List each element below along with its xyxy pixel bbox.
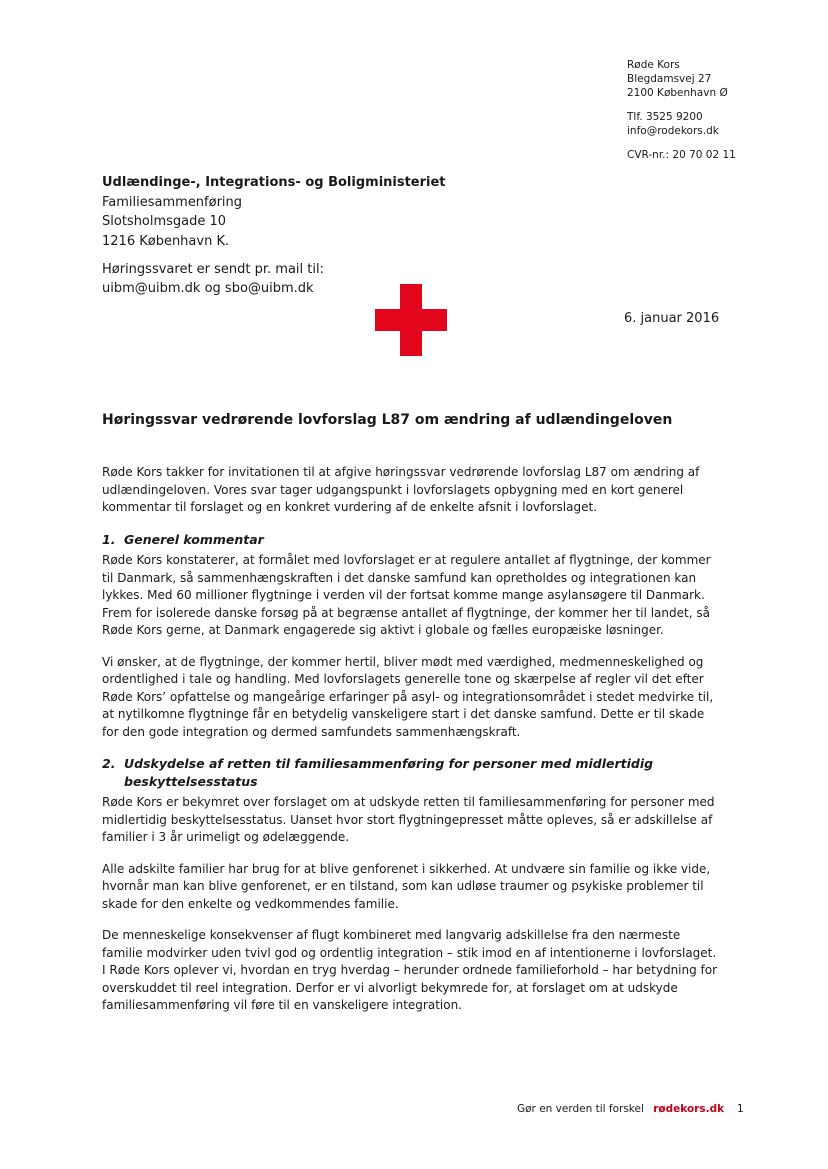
recipient-department: Familiesammenføring	[102, 194, 243, 210]
recipient-address	[102, 173, 446, 251]
footer-slogan: Gør en verden til forskel	[517, 1103, 644, 1115]
section-heading: 2. Udskydelse af retten til familiesammenføring for personer med midlertidig beskyttelsesstatus	[102, 756, 654, 789]
red-cross-logo	[375, 284, 447, 356]
sender-city: 2100 København Ø	[627, 87, 728, 99]
sender-email: info@rodekors.dk	[627, 125, 719, 137]
section-paragraph: Røde Kors konstaterer, at formålet med lovforslaget er at regulere antallet af flygtninge, der kommer til Danmark, så sammenhængskraften i det danske samfund kan opretholdes og integrationen kan lykkes. Med 60 millioner flygtninge i verden vil der fortsat komme mange asylansøgere til Danmark. Frem for isolerede danske forsøg på at begrænse antallet af flygtninge, der kommer her til landet, så Røde Kors gerne, at Danmark engagerede sig aktivt i globale og fælles europæiske løsninger.	[102, 553, 711, 637]
recipient-ministry: Udlændinge-, Integrations- og Boligministeriet	[102, 175, 446, 190]
document-title: Høringssvar vedrørende lovforslag L87 om ændring af udlændingeloven	[102, 412, 673, 428]
footer-website-link[interactable]: rødekors.dk	[653, 1103, 725, 1115]
section-paragraph: Alle adskilte familier har brug for at blive genforenet i sikkerhed. At undvære sin familie og ikke vide, hvornår man kan blive genforenet, er en tilstand, som kan udløse traumer og psykiske problemer til skade for den enkelte og vedkommendes familie.	[102, 861, 711, 911]
sender-address	[627, 58, 736, 162]
letter-date: 6. januar 2016	[624, 311, 720, 326]
sender-org: Røde Kors	[627, 59, 680, 71]
page-number: 1	[737, 1103, 744, 1115]
sender-phone: Tlf. 3525 9200	[627, 111, 703, 123]
recipient-city: 1216 København K.	[102, 233, 230, 249]
sent-by-note	[102, 260, 324, 298]
letter-body	[102, 464, 720, 1029]
page-footer	[517, 1103, 744, 1115]
section-heading: 1. Generel kommentar	[102, 531, 264, 547]
sender-cvr: CVR-nr.: 20 70 02 11	[627, 149, 736, 161]
sent-by-line1: Høringssvaret er sendt pr. mail til:	[102, 262, 324, 277]
sender-street: Blegdamsvej 27	[627, 73, 712, 85]
section-paragraph: De menneskelige konsekvenser af flugt kombineret med langvarig adskillelse fra den nærmeste familie modvirker uden tvivl god og ordentlig integration – stik imod en af intentionerne i lovforslaget. I Røde Kors oplever vi, hvordan en tryg hverdag – herunder ordnede familieforhold – har betydning for overskuddet til reel integration. Derfor er vi alvorligt bekymrede for, at forslaget om at udskyde familiesammenføring vil føre til en vanskeligere integration.	[102, 928, 718, 1012]
section-paragraph: Vi ønsker, at de flygtninge, der kommer hertil, bliver mødt med værdighed, medmenneskelighed og ordentlighed i tale og handling. Med lovforslagets generelle tone og skærpelse af regler vil det efter Røde Kors’ opfattelse og mangeårige erfaringer på asyl- og integrationsområdet i stedet medvirke til, at nytilkomne flygtninge får en betydelig vanskeligere start i det danske samfund. Dette er til skade for den gode integration og dermed samfundets sammenhængskraft.	[102, 654, 714, 739]
intro-paragraph: Røde Kors takker for invitationen til at afgive høringssvar vedrørende lovforslag L87 om ændring af udlændingeloven. Vores svar tager udgangspunkt i lovforslagets opbygning med en kort generel kommentar til forslaget og en konkret vurdering af de enkelte afsnit i lovforslaget.	[102, 465, 700, 514]
section-paragraph: Røde Kors er bekymret over forslaget om at udskyde retten til familiesammenføring for personer med midlertidig beskyttelsesstatus. Uanset hvor stort flygtningepresset måtte opleves, så er adskillelse af familier i 3 år urimeligt og ødelæggende.	[102, 795, 715, 844]
recipient-street: Slotsholmsgade 10	[102, 214, 227, 229]
sent-by-line2: uibm@uibm.dk og sbo@uibm.dk	[102, 281, 314, 296]
